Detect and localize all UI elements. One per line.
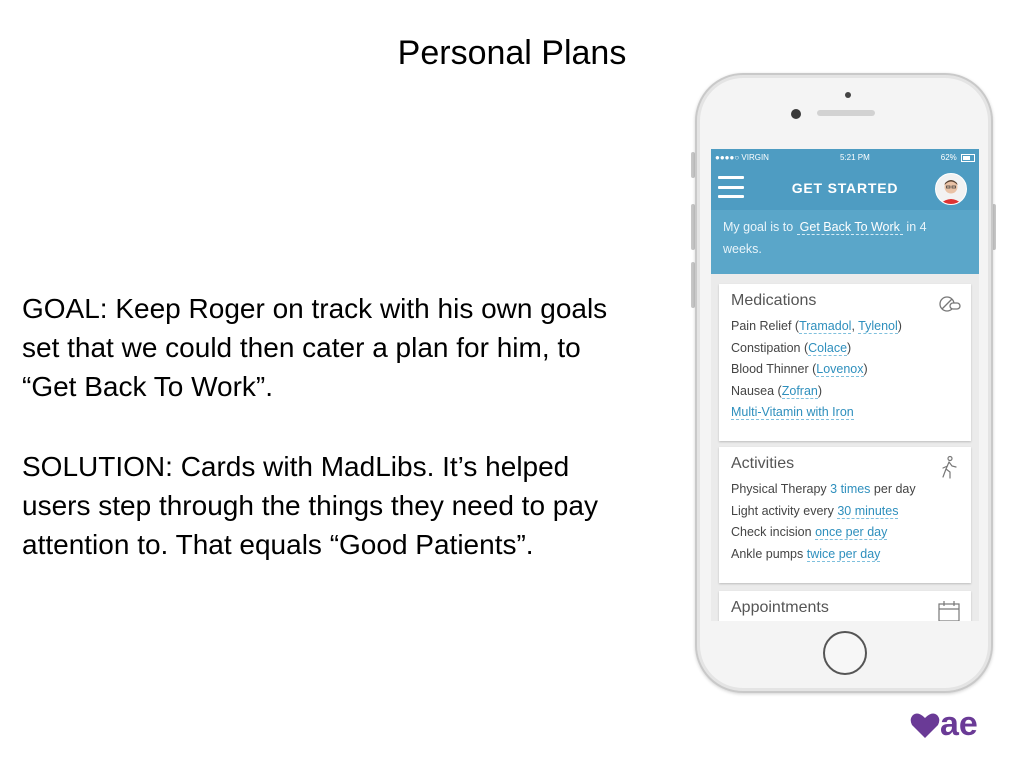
goal-suffix: in 4 weeks. — [723, 220, 927, 256]
battery-icon — [961, 154, 975, 162]
med-zofran[interactable]: Zofran — [781, 383, 818, 398]
med-tylenol[interactable]: Tylenol — [858, 319, 898, 333]
med-lovenox[interactable]: Lovenox — [816, 362, 864, 376]
battery-percent: 62% — [940, 153, 957, 162]
proximity-sensor — [845, 92, 851, 98]
appointments-title: Appointments — [731, 599, 829, 616]
goal-prefix: My goal is to — [723, 220, 794, 234]
phone-mockup — [695, 73, 993, 693]
goal-value-field[interactable]: Get Back To Work — [797, 220, 903, 235]
med-tramadol[interactable]: Tramadol — [799, 319, 852, 333]
medications-card[interactable] — [719, 284, 971, 441]
clock: 5:21 PM — [839, 153, 870, 162]
goal-paragraph: GOAL: Keep Roger on track with his own goals set that we could then cater a plan for him, to “Get Back To Work”. — [22, 293, 608, 402]
med-line-vitamin — [731, 402, 959, 424]
avatar[interactable] — [935, 173, 967, 205]
slide-title: Personal Plans — [397, 34, 627, 72]
battery-status — [941, 153, 975, 162]
activity-line-ankle: Ankle pumps twice per day — [731, 546, 881, 561]
front-camera — [791, 109, 801, 119]
pill-icon — [937, 292, 961, 316]
brand-logo — [910, 708, 996, 740]
med-multivitamin[interactable]: Multi-Vitamin with Iron — [731, 405, 854, 419]
med-line-blood-thinner: Blood Thinner (Lovenox) — [731, 362, 868, 376]
header-title: GET STARTED — [791, 180, 899, 196]
med-line-constipation: Constipation (Colace) — [731, 340, 852, 355]
phone-screen — [711, 149, 979, 621]
walking-icon — [937, 455, 961, 479]
home-button — [823, 631, 867, 675]
app-header — [711, 166, 979, 210]
status-bar — [711, 149, 979, 166]
med-line-pain: Pain Relief (Tramadol, Tylenol) — [731, 319, 902, 333]
incision-frequency[interactable]: once per day — [815, 525, 888, 539]
medications-title: Medications — [731, 292, 817, 309]
ankle-pump-frequency[interactable]: twice per day — [806, 546, 881, 561]
logo-text: ae — [940, 708, 978, 740]
activities-title: Activities — [731, 455, 795, 472]
med-colace[interactable]: Colace — [808, 340, 848, 355]
activities-card[interactable] — [719, 447, 971, 583]
pt-frequency[interactable]: 3 times — [830, 482, 871, 496]
activity-line-pt: Physical Therapy 3 times per day — [731, 482, 916, 496]
goal-text — [22, 289, 622, 406]
earpiece-speaker — [817, 110, 875, 116]
heart-icon — [911, 714, 940, 738]
solution-paragraph: SOLUTION: Cards with MadLibs. It’s helped users step through the things they need to pay attention to. That equals “Good Patients”. — [22, 451, 598, 560]
activity-line-incision: Check incision once per day — [731, 525, 888, 539]
light-activity-interval[interactable]: 30 minutes — [837, 503, 899, 518]
calendar-icon — [937, 599, 961, 621]
med-line-nausea: Nausea (Zofran) — [731, 383, 823, 398]
appointments-card[interactable] — [719, 591, 971, 621]
solution-text — [22, 447, 622, 564]
activity-line-light: Light activity every 30 minutes — [731, 503, 899, 518]
goal-madlib — [711, 210, 979, 274]
carrier: ●●●●○ VIRGIN — [715, 153, 769, 162]
